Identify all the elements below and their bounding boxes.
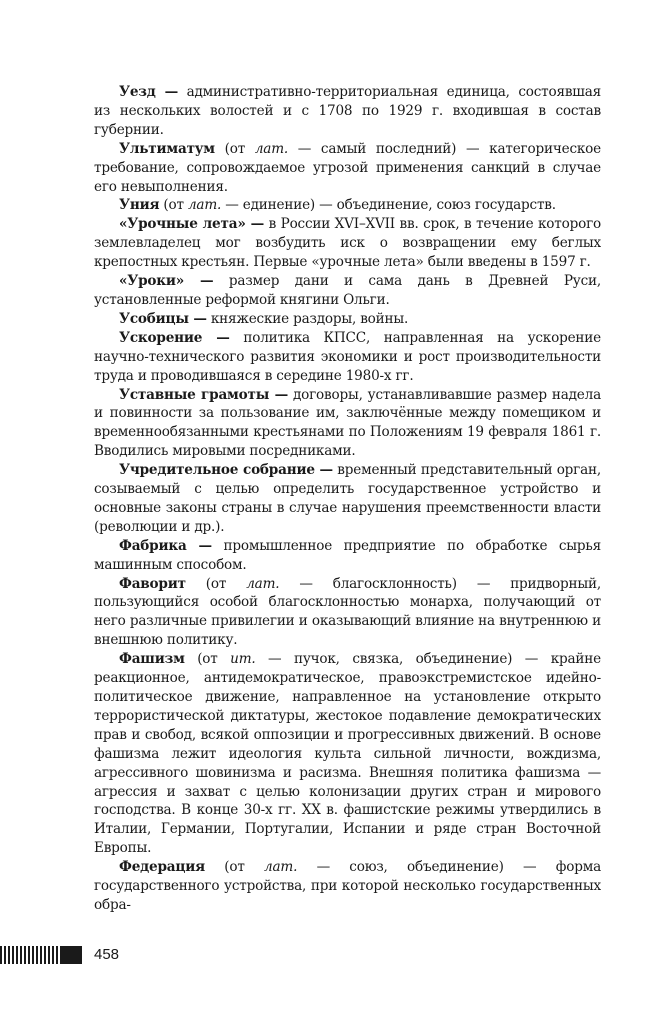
entry-ultimatum [94,140,601,197]
barcode-solid-block [62,946,82,964]
entry-definition: промышленное предприятие по обработке сырья машинным способом. [94,537,601,573]
entry-etym-language: ит. [230,651,256,668]
entry-etym-prefix: (от [184,651,231,668]
entry-etym-language: лат. [187,197,222,214]
entry-uniya [94,196,601,215]
entry-term: Уния [119,197,160,214]
glossary-body [94,83,601,915]
entry-etym-prefix: (от [214,140,255,157]
entry-term: Ускорение — [119,329,230,346]
entry-definition: — союз, объединение) — форма государственного устройства, при которой несколько государственных обра- [94,859,601,913]
entry-definition: размер дани и сама дань в Древней Руси, установленные реформой княгини Ольги. [94,273,601,308]
entry-etym-prefix: (от [159,197,188,214]
entry-federatsiya [94,858,601,915]
entry-definition: княжеские раздоры, войны. [206,310,409,327]
entry-term: Усобицы — [119,310,207,327]
entry-etym-language: лат. [264,859,298,876]
entry-fashizm [94,650,601,858]
entry-term: Уставные грамоты — [119,386,288,403]
entry-uezd [94,83,601,140]
entry-definition: — благосклонность) — придворный, пользующийся особой благосклонностью монарха, получающий от него различные привилегии и оказывающий влияние на внутреннюю и внешнюю политику. [94,575,601,649]
entry-etym-language: лат. [254,140,289,157]
entry-usobitsy [94,310,601,329]
entry-term: Уезд — [119,84,179,100]
entry-definition: — пучок, связка, объединение) — крайне реакционное, антидемократическое, правоэкстремистское идейно-политическое движение, направленное на установление открыто террористической диктатуры, жестокое подавление демократических прав и свобод, всякой оппозиции и прогрессивных движений. В основе фашизма лежит идеология культа сильной личности, вождизма, агрессивного шовинизма и расизма. Внешняя политика фашизма — агрессия и захват с целью колонизации других стран и мирового господства. В конце 30-х гг. XX в. фашистские режимы утвердились в Италии, Германии, Португалии, Испании и ряде стран Восточной Европы. [94,651,601,857]
entry-uchreditelnoe-sobranie [94,461,601,537]
entry-definition: — самый последний) — категорическое требование, сопровождаемое угрозой применения санкций в случае его невыполнения. [94,140,601,195]
page-footer [0,944,130,966]
entry-etym-prefix: (от [185,575,247,592]
entry-term: «Уроки» — [119,273,214,290]
entry-definition: временный представительный орган, созываемый с целью определить государственное устройство и основные законы страны в случае нарушения преемственности власти (революции и др.). [94,462,601,535]
entry-definition: — единение) — объединение, союз государств. [221,197,556,214]
entry-term: «Урочные лета» — [119,216,265,233]
entry-definition: административно-территориальная единица, состоявшая из нескольких волостей и с 1708 по 1929 г. входившая в состав губернии. [94,84,602,138]
entry-term: Фаворит [119,575,186,592]
entry-term: Федерация [119,859,205,876]
entry-etym-language: лат. [246,575,280,592]
page-number: 458 [94,946,120,963]
entry-uskorenie [94,329,601,386]
entry-favorit [94,575,601,651]
entry-term: Ультиматум [119,140,215,157]
entry-definition: в России XVI–XVII вв. срок, в течение которого землевладелец мог возбудить иск о возвращении ему беглых крепостных крестьян. Первые «урочные лета» были введены в 1597 г. [94,216,601,271]
entry-urochnye-leta [94,215,601,272]
entry-term: Учредительное собрание — [119,462,333,479]
entry-term: Фабрика — [119,537,212,554]
entry-etym-prefix: (от [204,859,265,876]
entry-fabrika [94,537,601,575]
entry-ustavnye-gramoty [94,386,601,462]
entry-term: Фашизм [119,651,185,668]
entry-definition: договоры, устанавливавшие размер надела и повинности за пользование им, заключённые между помещиком и временнообязанными крестьянами по Положениям 19 февраля 1861 г. Вводились мировыми посредниками. [94,386,601,460]
entry-definition: политика КПСС, направленная на ускорение научно-технического развития экономики и рост производительности труда и проводившаяся в середине 1980-х гг. [94,329,601,384]
entry-uroki [94,272,601,310]
